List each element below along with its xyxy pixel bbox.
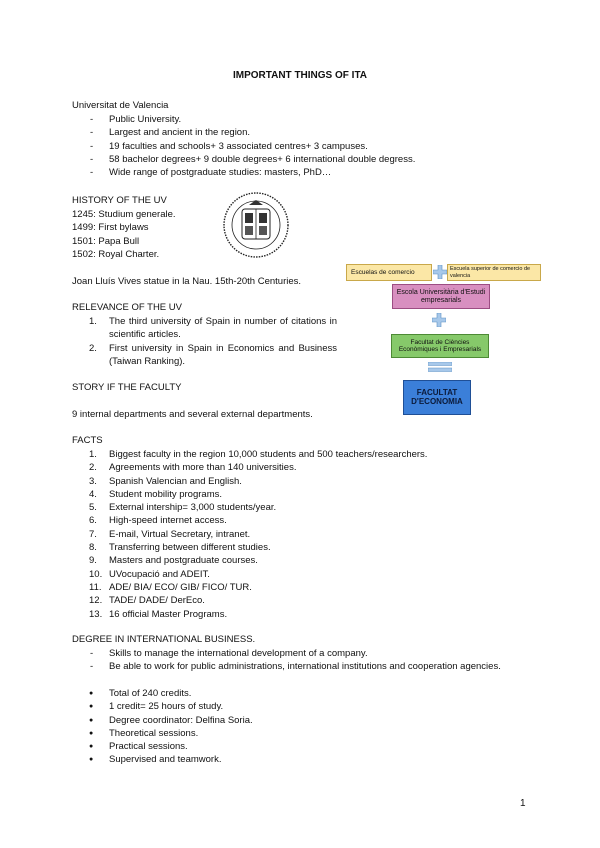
page-number: 1 [520,798,526,809]
list-item: ● Total of 240 credits. [72,687,472,700]
list-item: 10. UVocupació and ADEIT. [89,568,210,580]
relevance-list [72,315,337,368]
diagram-box-escuelas: Escuelas de comercio [346,264,432,281]
list-item: 6. High-speed internet access. [89,515,227,527]
degree-bullet-list [72,687,472,767]
history-line: 1501: Papa Bull [72,235,140,247]
facts-heading: FACTS [72,435,103,446]
list-item: - Largest and ancient in the region. [72,126,532,139]
list-item: 7. E-mail, Virtual Secretary, intranet. [89,528,251,540]
story-text: 9 internal departments and several external departments. [72,409,313,420]
list-item: 12. TADE/ DADE/ DerEco. [89,595,205,607]
list-item: 1. The third university of Spain in number of citations in scientific articles. [89,316,337,341]
list-item: - 19 faculties and schools+ 3 associated centres+ 3 campuses. [72,140,532,153]
list-item: 8. Transferring between different studies. [89,542,271,554]
list-item: 2. First university in Spain in Economics and Business (Taiwan Ranking). [89,342,337,367]
statue-caption: Joan Lluís Vives statue in la Nau. 15th-20th Centuries. [72,276,302,287]
degree-heading: DEGREE IN INTERNATIONAL BUSINESS. [72,634,256,645]
uv-list [72,113,532,179]
plus-icon [432,313,446,327]
story-heading: STORY IF THE FACULTY [72,382,182,393]
list-item: ● Theoretical sessions. [72,727,472,740]
diagram-box-facultat-economia: FACULTAT D'ECONOMIA [403,380,471,415]
history-line: 1499: First bylaws [72,222,149,234]
list-item: 9. Masters and postgraduate courses. [89,555,258,567]
equals-icon [428,362,452,372]
list-item: 13. 16 official Master Programs. [89,608,228,620]
list-item: - Be able to work for public administrations, international institutions and cooperation agencies. [72,660,552,673]
list-item: ● Supervised and teamwork. [72,753,472,766]
page-title: IMPORTANT THINGS OF ITA [232,70,368,81]
facts-list [72,448,542,621]
list-item: 3. Spanish Valencian and English. [89,475,242,487]
list-item: 1. Biggest faculty in the region 10,000 students and 500 teachers/researchers. [89,449,428,460]
plus-icon [433,265,447,279]
list-item: 2. Agreements with more than 140 universities. [89,462,297,474]
diagram-box-facultat-ciencies: Facultat de Ciències Econòmiques i Empresarials [391,334,489,358]
list-item: - Wide range of postgraduate studies: masters, PhD… [72,166,532,179]
uv-heading: Universitat de Valencia [72,100,169,111]
list-item: - Public University. [72,113,532,126]
list-item: - 58 bachelor degrees+ 9 double degrees+ 6 international double degress. [72,153,532,166]
list-item: 4. Student mobility programs. [89,488,222,500]
relevance-heading: RELEVANCE OF THE UV [72,302,182,313]
university-seal-icon [222,191,290,259]
history-lines [72,208,176,261]
list-item: ● Practical sessions. [72,740,472,753]
list-item: 5. External intership= 3,000 students/year. [89,502,277,514]
diagram-box-escola-universitaria: Escola Universitària d'Estudi empresarials [392,284,490,309]
list-item: - Skills to manage the international development of a company. [72,647,552,660]
list-item: 11. ADE/ BIA/ ECO/ GIB/ FICO/ TUR. [89,581,252,593]
history-heading: HISTORY OF THE UV [72,195,167,206]
history-line: 1245: Studium generale. [72,209,176,220]
degree-dash-list [72,647,552,674]
list-item: ● 1 credit= 25 hours of study. [72,700,472,713]
diagram-box-escuela-superior: Escuela superior de comercio de valencia [447,264,541,281]
list-item: ● Degree coordinator: Delfina Soria. [72,714,472,727]
history-line: 1502: Royal Charter. [72,248,160,260]
